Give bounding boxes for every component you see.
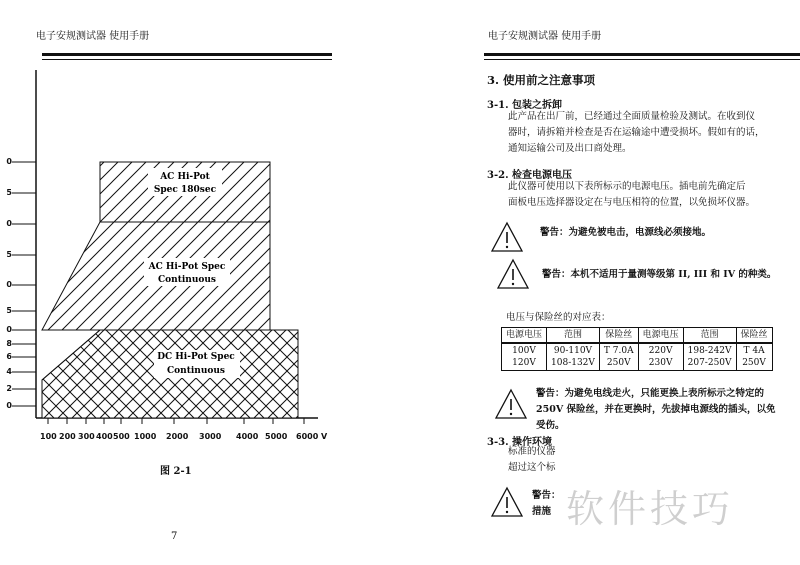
y-tick-label: 0 — [6, 280, 12, 289]
x-tick-label: 200 — [59, 432, 76, 441]
s31-title: 3-1. 包装之拆卸 — [487, 100, 563, 111]
y-tick-label: 4 — [6, 367, 12, 376]
warning-environment: 警告： 措施 — [532, 490, 561, 517]
right-page-header: 电子安规测试器 使用手册 — [488, 31, 602, 42]
y-tick-label: 8 — [6, 339, 12, 348]
table-cell: 198-242V 207-250V — [683, 343, 736, 371]
watermark: 软件技巧 — [566, 487, 735, 531]
x-tick-label: 6000 V — [296, 432, 328, 441]
warning-triangle-icon — [490, 221, 524, 253]
left-header-rule — [42, 53, 332, 56]
s33-body: 标准的仪器 超过这个标 — [508, 446, 556, 473]
table-cell: T 4A 250V — [736, 343, 772, 371]
ac-cont-label-1: AC Hi-Pot Spec — [148, 262, 226, 272]
y-tick-label: 5 — [6, 306, 12, 315]
ac-180-label-2: Spec 180sec — [153, 185, 217, 195]
table-cell: 100V 120V — [502, 343, 547, 371]
table-cell: 220V 230V — [638, 343, 683, 371]
page-number: 7 — [171, 531, 178, 542]
x-tick-label: 5000 — [265, 432, 288, 441]
warning-triangle-icon — [496, 258, 530, 290]
left-page-header: 电子安规测试器 使用手册 — [36, 31, 150, 42]
x-tick-label: 1000 — [134, 432, 157, 441]
y-tick-label: 2 — [6, 384, 12, 393]
fuse-table — [501, 327, 773, 371]
table-cell: T 7.0A 250V — [599, 343, 638, 371]
y-tick-labels — [0, 0, 12, 565]
ac-180-label-1: AC Hi-Pot — [160, 172, 210, 182]
table-header-cell: 保险丝 — [736, 328, 772, 344]
x-tick-label: 100 — [40, 432, 57, 441]
x-tick-label: 3000 — [199, 432, 222, 441]
y-tick-label: 0 — [6, 401, 12, 410]
warning-ground: 警告：为避免被电击，电源线必须接地。 — [540, 227, 712, 238]
x-tick-label: 2000 — [166, 432, 189, 441]
figure-caption: 图 2-1 — [160, 466, 192, 477]
ac-cont-label-2: Continuous — [158, 275, 216, 285]
left-header-rule-thin — [42, 59, 332, 60]
section-title: 3. 使用前之注意事项 — [487, 73, 596, 87]
x-tick-label: 4000 — [236, 432, 259, 441]
s32-body: 此仪器可使用以下表所标示的电源电压。插电前先确定后 面板电压选择器设定在与电压相符的位置，以免损坏仪器。 — [508, 181, 756, 208]
warning-category: 警告：本机不适用于量测等级第 II, III 和 IV 的种类。 — [542, 269, 777, 280]
right-header-rule-thin — [484, 59, 800, 60]
hipot-spec-chart — [0, 70, 330, 450]
table-header-cell: 电源电压 — [638, 328, 683, 344]
x-tick-label: 300 — [78, 432, 95, 441]
x-tick-label: 400 — [96, 432, 113, 441]
y-tick-label: 0 — [6, 219, 12, 228]
table-cell: 90-110V 108-132V — [547, 343, 600, 371]
y-tick-label: 5 — [6, 188, 12, 197]
table-header-cell: 范围 — [683, 328, 736, 344]
y-tick-label: 5 — [6, 250, 12, 259]
s33-title: 3-3. 操作环境 — [487, 437, 553, 448]
warning-triangle-icon — [490, 486, 524, 518]
y-tick-label: 0 — [6, 325, 12, 334]
table-row — [502, 343, 773, 371]
x-tick-label: 500 — [113, 432, 130, 441]
y-tick-label: 6 — [6, 352, 12, 361]
warning-triangle-icon — [494, 388, 528, 420]
table-header-cell: 保险丝 — [599, 328, 638, 344]
dc-cont-label-2: Continuous — [167, 366, 225, 376]
table-header-cell: 范围 — [547, 328, 600, 344]
table-header-cell: 电源电压 — [502, 328, 547, 344]
y-tick-label: 0 — [6, 157, 12, 166]
right-header-rule — [484, 53, 800, 56]
dc-cont-label-1: DC Hi-Pot Spec — [157, 352, 235, 362]
s31-body: 此产品在出厂前，已经通过全面质量检验及测试。在收到仪 器时，请拆箱并检查是否在运输途中遭受损坏。假如有的话， 通知运输公司及出口商处理。 — [508, 111, 765, 154]
table-caption: 电压与保险丝的对应表： — [506, 312, 611, 323]
s32-title: 3-2. 检查电源电压 — [487, 170, 573, 181]
warning-fuse: 警告：为避免电线走火，只能更换上表所标示之特定的 250V 保险丝，并在更换时，先拔掉电源线的插头，以免 受伤。 — [536, 388, 776, 431]
x-tick-labels — [0, 432, 330, 444]
